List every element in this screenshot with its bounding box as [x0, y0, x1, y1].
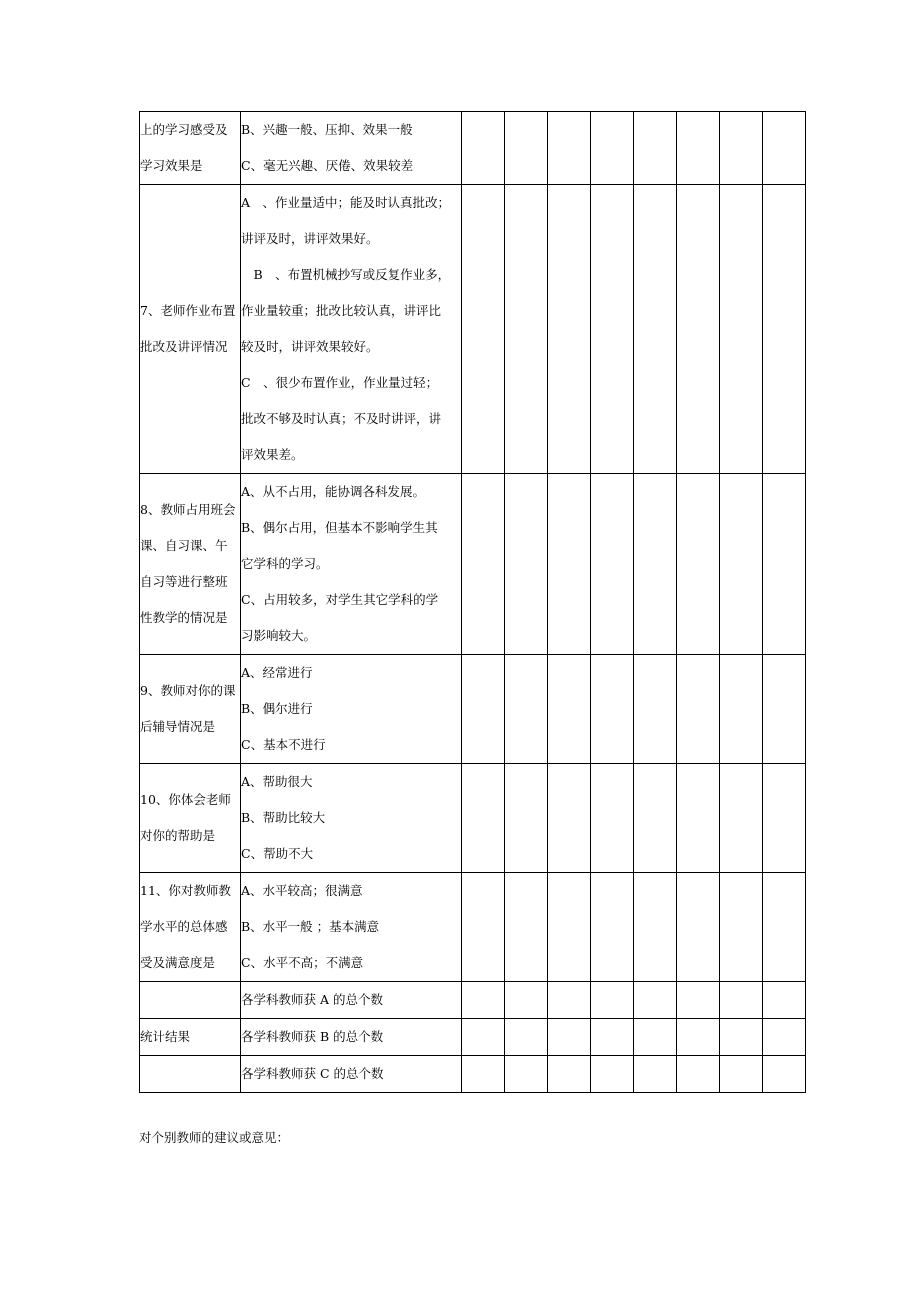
score-cell[interactable]	[634, 1019, 677, 1056]
score-cell[interactable]	[634, 112, 677, 185]
score-cell[interactable]	[591, 873, 634, 982]
option-text: A、经常进行	[241, 665, 313, 680]
stats-item-cell	[241, 1019, 462, 1056]
question-text: 课、自习课、午	[140, 538, 228, 553]
score-cell[interactable]	[548, 1056, 591, 1093]
options-cell	[241, 474, 462, 655]
option-text: 它学科的学习。	[241, 556, 329, 571]
question-row	[140, 185, 806, 474]
question-row	[140, 764, 806, 873]
score-cell[interactable]	[677, 474, 720, 655]
score-cell[interactable]	[548, 982, 591, 1019]
option-text: A、帮助很大	[241, 774, 313, 789]
option-text: A、水平较高；很满意	[241, 883, 363, 898]
score-cell[interactable]	[462, 873, 505, 982]
question-text: 受及满意度是	[140, 955, 216, 970]
option-text: 习影响较大。	[241, 628, 317, 643]
score-cell[interactable]	[720, 764, 763, 873]
stats-row	[140, 1056, 806, 1093]
option-text: C 、很少布置作业，作业量过轻；	[241, 375, 439, 390]
score-cell[interactable]	[677, 1019, 720, 1056]
score-cell[interactable]	[677, 764, 720, 873]
stats-item-text: 各学科教师获 B 的总个数	[241, 1029, 384, 1044]
stats-label: 统计结果	[140, 1029, 191, 1044]
question-text: 8、教师占用班会	[140, 502, 236, 517]
stats-label-cell	[140, 1019, 241, 1056]
score-cell[interactable]	[505, 764, 548, 873]
question-row	[140, 112, 806, 185]
question-text: 性教学的情况是	[140, 610, 228, 625]
question-text: 学习效果是	[140, 158, 203, 173]
score-cell[interactable]	[677, 1056, 720, 1093]
score-cell[interactable]	[634, 185, 677, 474]
score-cell[interactable]	[591, 112, 634, 185]
option-text: C、毫无兴趣、厌倦、效果较差	[241, 158, 414, 173]
score-cell[interactable]	[677, 873, 720, 982]
score-cell[interactable]	[634, 474, 677, 655]
score-cell[interactable]	[677, 982, 720, 1019]
question-text: 上的学习感受及	[140, 122, 228, 137]
option-text: C、水平不高；不满意	[241, 955, 364, 970]
question-cell	[140, 655, 241, 764]
score-cell[interactable]	[591, 655, 634, 764]
options-cell	[241, 655, 462, 764]
question-cell	[140, 474, 241, 655]
option-text: C、基本不进行	[241, 737, 326, 752]
score-cell[interactable]	[720, 1019, 763, 1056]
option-text: C、占用较多，对学生其它学科的学	[241, 592, 439, 607]
score-cell[interactable]	[462, 764, 505, 873]
question-cell	[140, 873, 241, 982]
option-text: B、偶尔进行	[241, 701, 313, 716]
stats-row	[140, 1019, 806, 1056]
options-cell	[241, 764, 462, 873]
option-text: A 、作业量适中；能及时认真批改；	[241, 195, 451, 210]
score-cell[interactable]	[462, 982, 505, 1019]
score-cell[interactable]	[462, 185, 505, 474]
option-text: B 、布置机械抄写或反复作业多，	[241, 267, 451, 282]
question-row	[140, 655, 806, 764]
stats-item-text: 各学科教师获 A 的总个数	[241, 992, 383, 1007]
option-text: B、兴趣一般、压抑、效果一般	[241, 122, 413, 137]
question-text: 9、教师对你的课	[140, 683, 236, 698]
question-row	[140, 474, 806, 655]
score-cell[interactable]	[591, 1056, 634, 1093]
score-cell[interactable]	[462, 1019, 505, 1056]
score-cell[interactable]	[505, 982, 548, 1019]
question-text: 对你的帮助是	[140, 828, 216, 843]
stats-label-cell	[140, 1056, 241, 1093]
question-text: 自习等进行整班	[140, 574, 228, 589]
option-text: B、偶尔占用，但基本不影响学生其	[241, 520, 438, 535]
score-cell[interactable]	[634, 873, 677, 982]
option-text: B、帮助比较大	[241, 810, 326, 825]
score-cell[interactable]	[763, 185, 806, 474]
score-cell[interactable]	[548, 112, 591, 185]
option-text: B、水平一般 ；基本满意	[241, 919, 380, 934]
score-cell[interactable]	[591, 474, 634, 655]
score-cell[interactable]	[505, 1056, 548, 1093]
score-cell[interactable]	[634, 1056, 677, 1093]
score-cell[interactable]	[720, 474, 763, 655]
score-cell[interactable]	[548, 764, 591, 873]
score-cell[interactable]	[505, 185, 548, 474]
option-text: C、帮助不大	[241, 846, 314, 861]
score-cell[interactable]	[462, 1056, 505, 1093]
score-cell[interactable]	[720, 185, 763, 474]
options-cell	[241, 185, 462, 474]
teacher-suggestion-prompt: 对个别教师的建议或意见：	[139, 1130, 290, 1145]
option-text: 作业量较重；批改比较认真，讲评比	[241, 303, 442, 318]
score-cell[interactable]	[634, 764, 677, 873]
options-cell	[241, 873, 462, 982]
option-text: A、从不占用，能协调各科发展。	[241, 484, 426, 499]
score-cell[interactable]	[548, 1019, 591, 1056]
score-cell[interactable]	[505, 112, 548, 185]
score-cell[interactable]	[548, 655, 591, 764]
stats-row	[140, 982, 806, 1019]
score-cell[interactable]	[763, 1056, 806, 1093]
teacher-evaluation-table	[139, 111, 806, 1093]
score-cell[interactable]	[763, 982, 806, 1019]
option-text: 批改不够及时认真；不及时讲评，讲	[241, 411, 442, 426]
score-cell[interactable]	[634, 982, 677, 1019]
question-row	[140, 873, 806, 982]
question-text: 学水平的总体感	[140, 919, 228, 934]
score-cell[interactable]	[720, 655, 763, 764]
score-cell[interactable]	[462, 655, 505, 764]
question-cell	[140, 764, 241, 873]
score-cell[interactable]	[720, 112, 763, 185]
option-text: 评效果差。	[241, 447, 304, 462]
score-cell[interactable]	[763, 873, 806, 982]
score-cell[interactable]	[505, 655, 548, 764]
stats-label-cell	[140, 982, 241, 1019]
score-cell[interactable]	[505, 873, 548, 982]
score-cell[interactable]	[505, 1019, 548, 1056]
score-cell[interactable]	[763, 474, 806, 655]
question-text: 10、你体会老师	[140, 792, 231, 807]
options-cell	[241, 112, 462, 185]
score-cell[interactable]	[591, 1019, 634, 1056]
score-cell[interactable]	[677, 112, 720, 185]
score-cell[interactable]	[591, 185, 634, 474]
score-cell[interactable]	[462, 474, 505, 655]
question-text: 11、你对教师教	[140, 883, 231, 898]
stats-item-cell	[241, 982, 462, 1019]
option-text: 讲评及时，讲评效果好。	[241, 231, 379, 246]
score-cell[interactable]	[591, 764, 634, 873]
score-cell[interactable]	[591, 982, 634, 1019]
score-cell[interactable]	[462, 112, 505, 185]
question-text: 批改及讲评情况	[140, 339, 228, 354]
question-cell	[140, 112, 241, 185]
score-cell[interactable]	[763, 112, 806, 185]
question-text: 后辅导情况是	[140, 719, 216, 734]
score-cell[interactable]	[505, 474, 548, 655]
question-text: 7、老师作业布置	[140, 303, 236, 318]
score-cell[interactable]	[763, 1019, 806, 1056]
score-cell[interactable]	[720, 1056, 763, 1093]
score-cell[interactable]	[548, 185, 591, 474]
score-cell[interactable]	[634, 655, 677, 764]
score-cell[interactable]	[763, 655, 806, 764]
score-cell[interactable]	[548, 873, 591, 982]
stats-item-cell	[241, 1056, 462, 1093]
score-cell[interactable]	[677, 655, 720, 764]
score-cell[interactable]	[720, 982, 763, 1019]
option-text: 较及时，讲评效果较好。	[241, 339, 379, 354]
question-cell	[140, 185, 241, 474]
score-cell[interactable]	[720, 873, 763, 982]
score-cell[interactable]	[548, 474, 591, 655]
stats-item-text: 各学科教师获 C 的总个数	[241, 1066, 384, 1081]
score-cell[interactable]	[677, 185, 720, 474]
score-cell[interactable]	[763, 764, 806, 873]
